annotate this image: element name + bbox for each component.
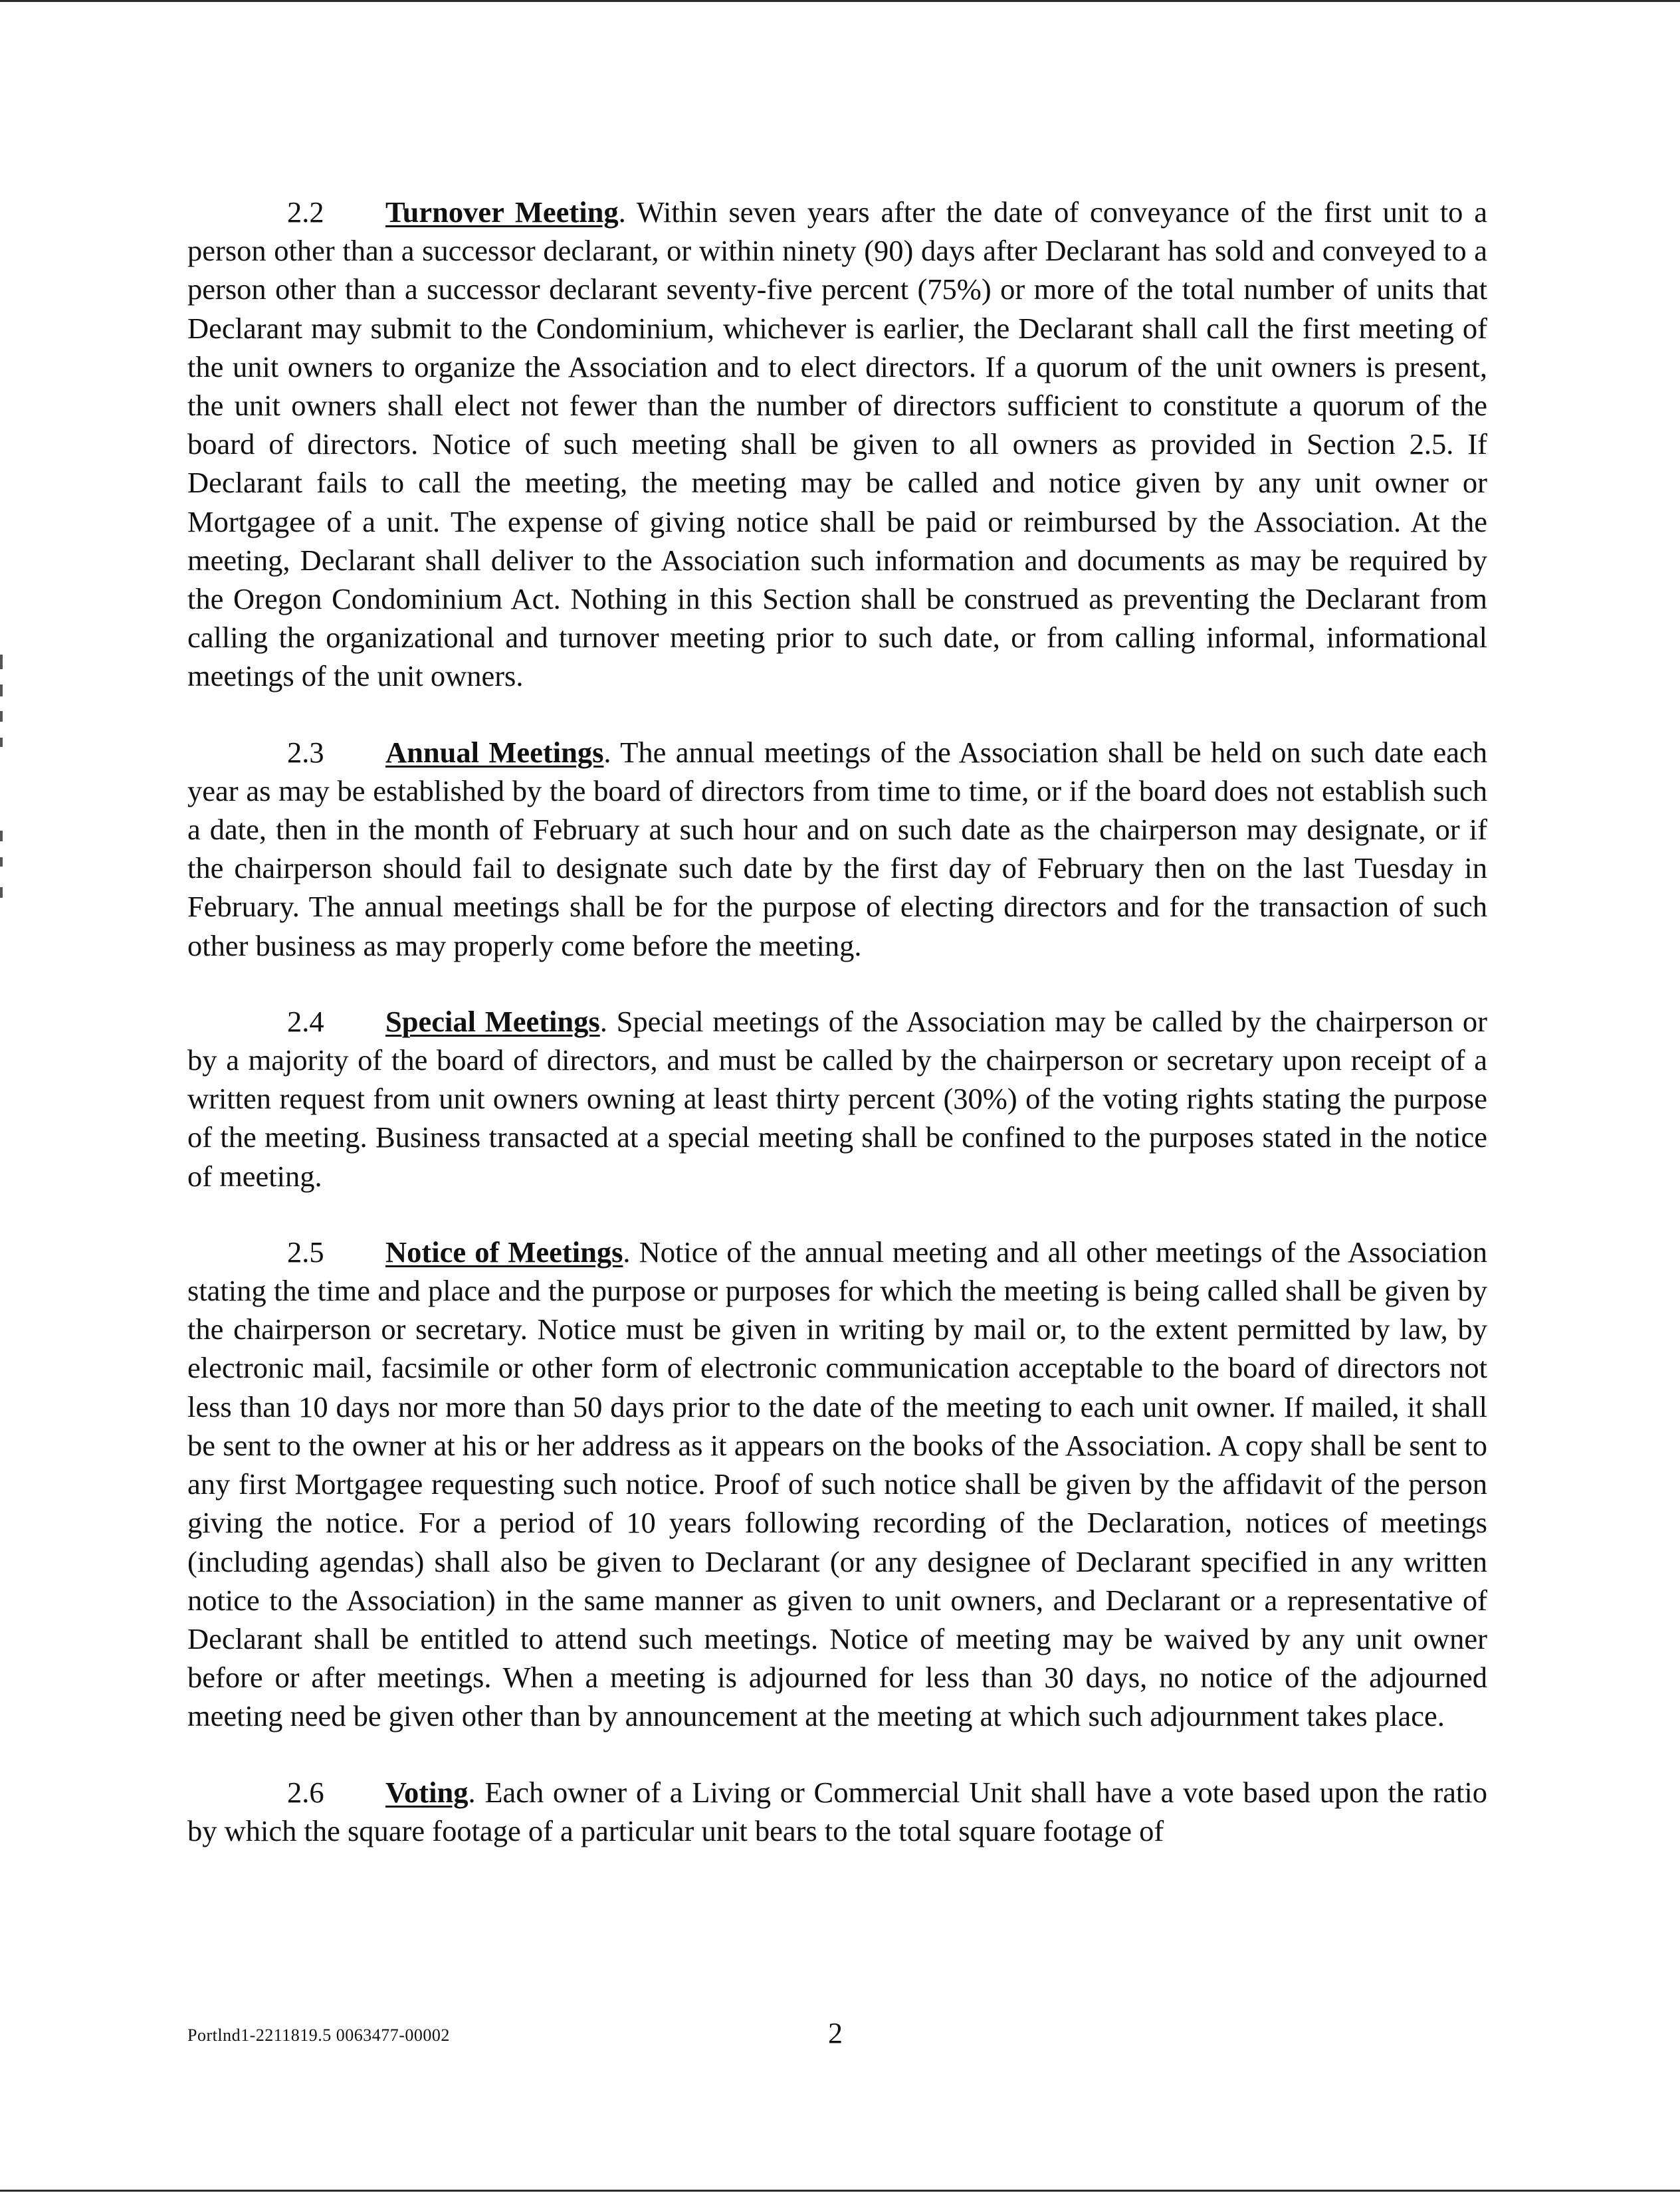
page-body — [187, 193, 1487, 1887]
section-2-3 — [187, 733, 1487, 965]
left-scan-tick — [0, 738, 3, 747]
section-2-4 — [187, 1002, 1487, 1196]
section-number: 2.5 — [287, 1235, 324, 1269]
section-text: . Notice of the annual meeting and all other meetings of the Association stating the time and place and the purpose or purposes for which the meeting is being called shall be given by the chairperson or secretary. Notice must be given in writing by mail or, to the extent permitted by law, by electronic mail, facsimile or other form of electronic communication acceptable to the board of directors not less than 10 days nor more than 50 days prior to the date of the meeting to each unit owner. If mailed, it shall be sent to the owner at his or her address as it appears on the books of the Association. A copy shall be sent to any first Mortgagee requesting such notice. Proof of such notice shall be given by the affidavit of the person giving the notice. For a period of 10 years following recording of the Declaration, notices of meetings (including agendas) shall also be given to Declarant (or any designee of Declarant specified in any written notice to the Association) in the same manner as given to unit owners, and Declarant or a representative of Declarant shall be entitled to attend such meetings. Notice of meeting may be waived by any unit owner before or after meetings. When a meeting is adjourned for less than 30 days, no notice of the adjourned meeting need be given other than by announcement at the meeting at which such adjournment takes place. — [187, 1235, 1487, 1733]
left-scan-tick — [0, 711, 3, 722]
left-scan-tick — [0, 831, 3, 841]
section-number: 2.4 — [287, 1004, 324, 1038]
section-number: 2.3 — [287, 735, 324, 769]
left-scan-tick — [0, 857, 3, 867]
section-text: . Each owner of a Living or Commercial Unit shall have a vote based upon the ratio by which the square footage of a particular unit bears to the total square footage of — [187, 1775, 1487, 1847]
section-text: . The annual meetings of the Association shall be held on such date each year as may be established by the board of directors from time to time, or if the board does not establish such a date, then in the month of February at such hour and on such date as the chairperson may designate, or if the chairperson should fail to designate such date by the first day of February then on the last Tuesday in February. The annual meetings shall be for the purpose of electing directors and for the transaction of such other business as may properly come before the meeting. — [187, 735, 1488, 962]
section-title: Turnover Meeting — [385, 195, 619, 229]
page-number: 2 — [828, 2017, 843, 2049]
section-title: Voting — [385, 1775, 469, 1809]
section-number: 2.6 — [287, 1775, 324, 1809]
section-title: Notice of Meetings — [385, 1235, 623, 1269]
section-2-6 — [187, 1773, 1487, 1850]
left-scan-tick — [0, 887, 3, 898]
left-scan-tick — [0, 684, 3, 696]
section-text: . Special meetings of the Association may be called by the chairperson or by a majority of the board of directors, and must be called by the chairperson or secretary upon receipt of a written request from unit owners owning at least thirty percent (30%) of the voting rights stating the purpose of the meeting. Business transacted at a special meeting shall be confined to the purposes stated in the notice of meeting. — [187, 1004, 1487, 1193]
left-scan-tick — [0, 655, 3, 669]
section-title: Annual Meetings — [385, 735, 604, 769]
bottom-scan-rule — [0, 2190, 1680, 2192]
section-number: 2.2 — [287, 195, 324, 229]
footer-document-id: Portlnd1-2211819.5 0063477-00002 — [187, 2026, 450, 2045]
section-2-2 — [187, 193, 1487, 696]
section-2-5 — [187, 1233, 1487, 1736]
section-title: Special Meetings — [385, 1004, 600, 1038]
top-scan-rule — [0, 0, 1680, 2]
section-text: . Within seven years after the date of conveyance of the first unit to a person other than a successor declarant, or within ninety (90) days after Declarant has sold and conveyed to a person other than a successor declarant seventy-five percent (75%) or more of the total number of units that Declarant may submit to the Condominium, whichever is earlier, the Declarant shall call the first meeting of the unit owners to organize the Association and to elect directors. If a quorum of the unit owners is present, the unit owners shall elect not fewer than the number of directors sufficient to constitute a quorum of the board of directors. Notice of such meeting shall be given to all owners as provided in Section 2.5. If Declarant fails to call the meeting, the meeting may be called and notice given by any unit owner or Mortgagee of a unit. The expense of giving notice shall be paid or reimbursed by the Association. At the meeting, Declarant shall deliver to the Association such information and documents as may be required by the Oregon Condominium Act. Nothing in this Section shall be construed as preventing the Declarant from calling the organizational and turnover meeting prior to such date, or from calling informal, informational meetings of the unit owners. — [187, 195, 1487, 693]
